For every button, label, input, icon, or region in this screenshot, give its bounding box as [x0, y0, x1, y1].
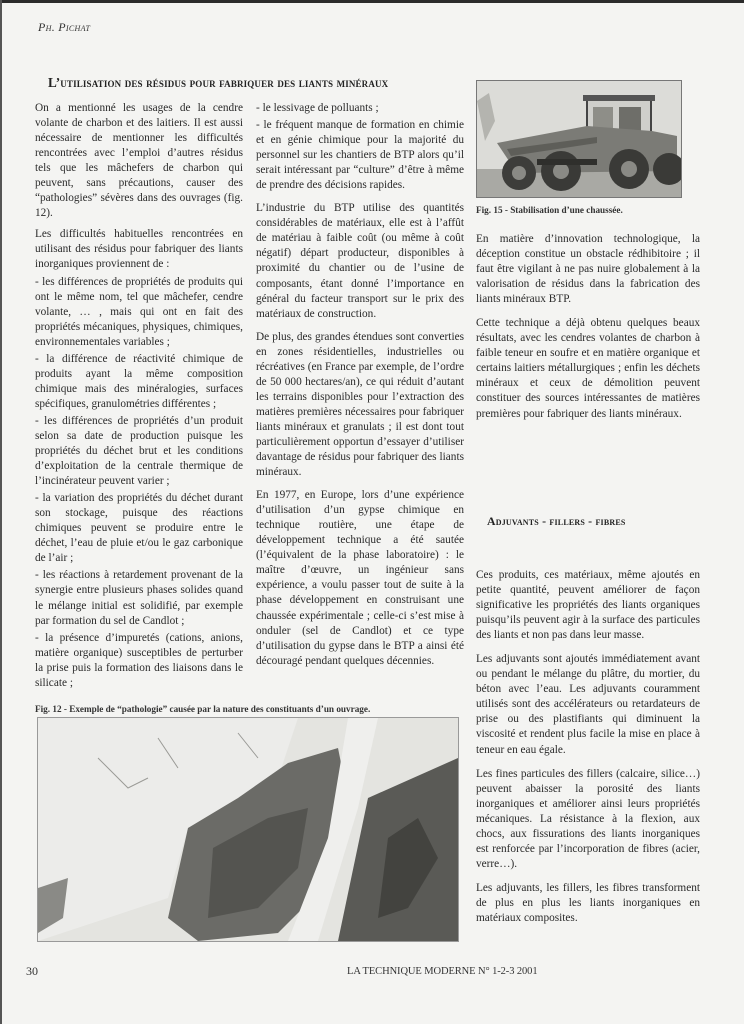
column-2: [256, 101, 464, 675]
list-item: - la présence d’impuretés (cations, anions, matière organique) susceptibles de perturber la prise puis la formation des liaisons dans le silicate ;: [35, 631, 243, 689]
paragraph: Cette technique a déjà obtenu quelques beaux résultats, avec les cendres volantes de charbon à faible teneur en soufre et en matière organique et certains laitiers métallurgiques ; enfin les déchets minéraux et ceux de démolition peuvent constituer des sources intéressantes de matières premières pour fabriquer des liants minéraux.: [476, 317, 700, 420]
figure-15-caption: Fig. 15 - Stabilisation d’une chaussée.: [476, 205, 623, 215]
paragraph: L’industrie du BTP utilise des quantités considérables de matériaux, elle est à l’affût de matériau à faible coût (ou même à coût négatif) départ producteur, disponibles à proximité du chantier ou de l’usine de composants, étant donné l’importance en général du facteur transport sur le prix des matériaux de construction.: [256, 202, 464, 320]
section-title: Adjuvants - fillers - fibres: [487, 514, 626, 528]
list-item: - les différences de propriétés de produits qui ont le même nom, tel que mâchefer, cendre volante, … , mais qui ont en fait des propriétés mécaniques, physiques, chimiques, environnementales variables ;: [35, 275, 243, 348]
running-header-author: Ph. Pichat: [38, 20, 91, 34]
list-item: - la différence de réactivité chimique de produits ayant la même composition chimique mais des minéralogies, surfaces spécifiques, granulométries différentes ;: [35, 352, 243, 410]
column-1: [35, 101, 243, 697]
page-number: 30: [26, 964, 38, 978]
paragraph: Les fines particules des fillers (calcaire, silice…) peuvent abaisser la porosité des liants inorganiques et améliorer ainsi leurs propriétés mécaniques. La résistance à la flexion, aux chocs, aux fissurations des liants inorganiques est renforcée par l’incorporation de fibres (acier, verre…).: [476, 767, 700, 870]
paragraph: Ces produits, ces matériaux, même ajoutés en petite quantité, peuvent améliorer de façon significative les propriétés des liants organiques puisqu’ils peuvent agir à la surface des particules des liants et non pas dans leur masse.: [476, 569, 700, 642]
article-title: L’utilisation des résidus pour fabriquer des liants minéraux: [48, 75, 389, 90]
list-item: - le fréquent manque de formation en chimie et en génie chimique pour la majorité du personnel sur les chantiers de BTP alors qu’il serait intéressant par “culture” d’être à même de prendre des décisions rapides.: [256, 119, 464, 192]
scan-border-left: [0, 0, 2, 1024]
cracked-concrete-image: [38, 718, 458, 941]
list-item: - le lessivage de polluants ;: [256, 102, 379, 114]
figure-15-photo-road-grader: [476, 80, 682, 198]
paragraph: De plus, des grandes étendues sont converties en zones résidentielles, industrielles ou récréatives (en France par exemple, de l’ordre de 50 000 hectares/an), ce qui réduit d’autant les terrains disponibles pour l’extraction des matières premières nécessaires pour fabriquer liants minéraux et granulats ; il est dont tout particulièrement opportun d’essayer d’utiliser davantage de résidus pour fabriquer des liants minéraux.: [256, 330, 464, 479]
paragraph: Les adjuvants, les fillers, les fibres transforment de plus en plus les liants inorganiques en matériaux composites.: [476, 881, 700, 924]
list-item: - les réactions à retardement provenant de la synergie entre plusieurs phases solides quand le mélange initial est solidifié, par exemple par formation du sel de Candlot ;: [35, 569, 243, 627]
column-3: [476, 232, 700, 428]
journal-footer: LA TECHNIQUE MODERNE N° 1-2-3 2001: [347, 966, 538, 977]
paragraph: Les difficultés habituelles rencontrées en utilisant des résidus pour fabriquer des liants inorganiques proviennent de :: [35, 228, 243, 271]
paragraph: On a mentionné les usages de la cendre volante de charbon et des laitiers. Il est aussi nécessaire de mentionner les difficultés rencontrées avec l’emploi d’autres résidus tels que les mâchefers de charbon qui peuvent, sans précautions, causer des “pathologies” sévères dans des ouvrages (fig. 12).: [35, 102, 243, 220]
paragraph: Les adjuvants sont ajoutés immédiatement avant ou pendant le mélange du plâtre, du mortier, du béton avec l’eau. Les adjuvants couramment utilisés sont des accélérateurs ou retardateurs de prise ou des plastifiants qui diminuent la viscosité et rendent plus facile la mise en place à teneur en eau égale.: [476, 653, 700, 756]
scan-border-top: [0, 0, 744, 3]
paragraph: En matière d’innovation technologique, la déception constitue un obstacle rédhibitoire ; il faut être vigilant à ne pas nuire globalement à la valorisation de résidus dans la fabrication des liants minéraux BTP.: [476, 233, 700, 306]
list-item: - les différences de propriétés d’un produit selon sa date de production puisque les propriétés du déchet brut et les conditions d’exploitation de la centrale thermique de l’incinérateur peuvent varier ;: [35, 414, 243, 488]
paragraph: En 1977, en Europe, lors d’une expérience d’utilisation d’un gypse chimique en technique routière, une étape de développement technique a été sautée (l’équivalent de la phase laboratoire) : le maître d’œuvre, un ingénieur sans expérience, a voulu passer tout de suite à la phase développement en construisant une chaussée expérimentale ; celle-ci s’est mise à onduler (sel de Candlot) et ce type d’utilisation du gypse dans le BTP a ainsi été découragé pendant quelques décennies.: [256, 489, 464, 667]
road-grader-image: [477, 81, 681, 197]
figure-12-caption: Fig. 12 - Exemple de “pathologie” causée par la nature des constituants d’un ouvrage.: [35, 704, 371, 714]
list-item: - la variation des propriétés du déchet durant son stockage, puisque des réactions chimiques peuvent se produire entre le déchet, l’eau de pluie et/ou le gaz carbonique de l’air ;: [35, 492, 243, 565]
figure-12-photo-pathology: [37, 717, 459, 942]
column-3-section: [476, 568, 700, 932]
